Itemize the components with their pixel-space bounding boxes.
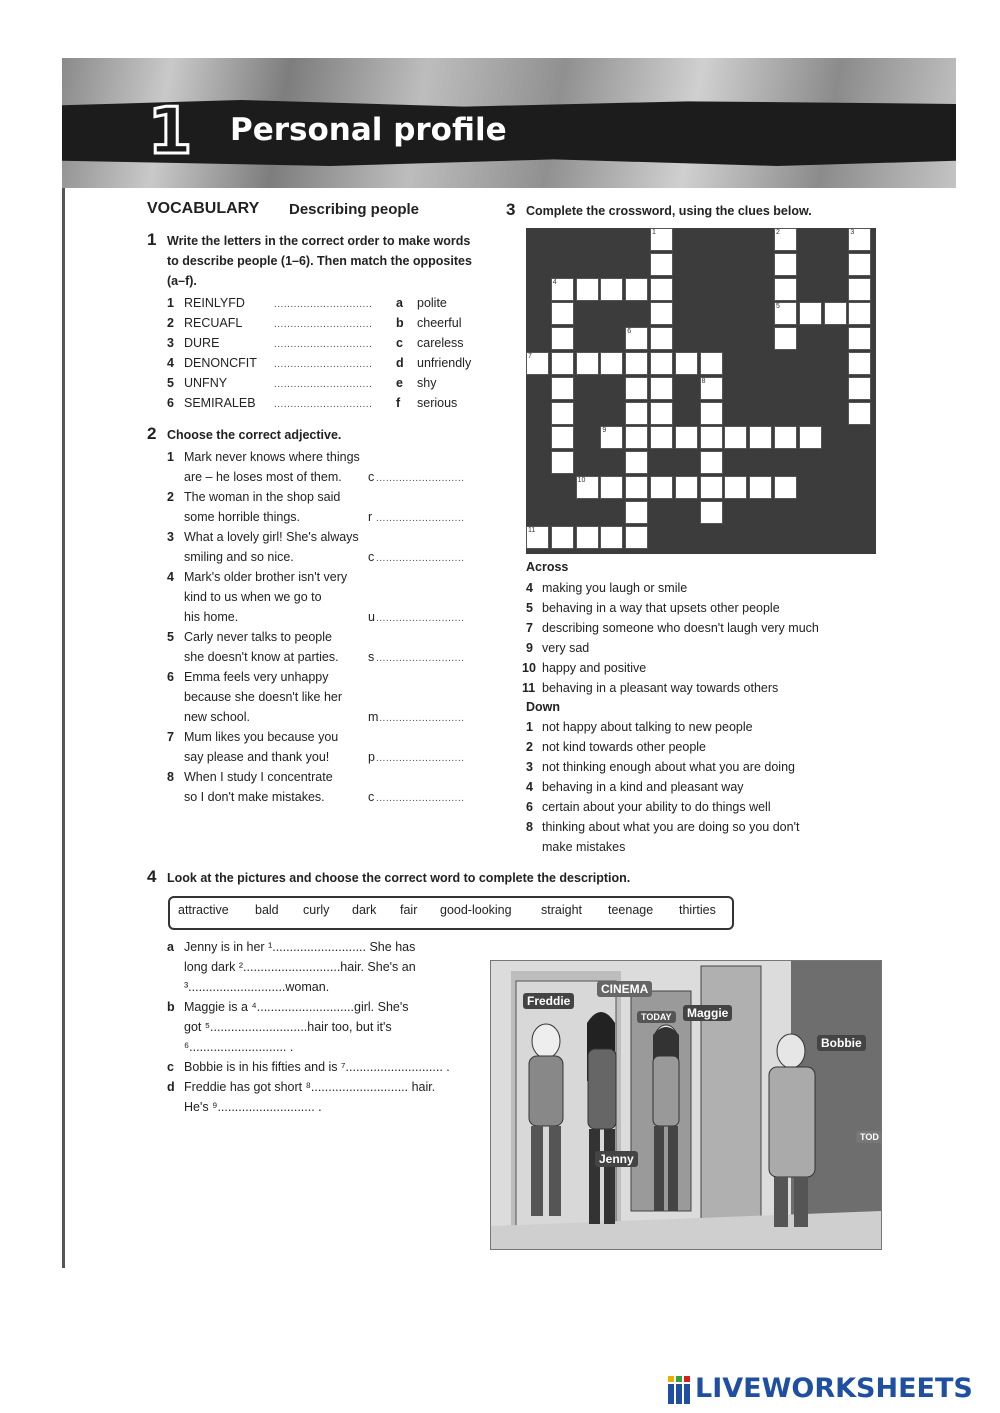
crossword-cell[interactable] xyxy=(650,377,673,400)
crossword-cell[interactable] xyxy=(551,451,574,474)
ex4-description-line: got ⁵............................hair too, but it's xyxy=(184,1020,392,1034)
across-clue-text: making you laugh or smile xyxy=(542,581,688,595)
crossword-cell[interactable] xyxy=(551,377,574,400)
crossword-cell[interactable] xyxy=(700,426,723,449)
ex1-item-number: 4 xyxy=(167,356,174,370)
word-box-option: bald xyxy=(255,903,279,917)
ex1-answer-blank[interactable]: .............................. xyxy=(274,299,373,310)
ex2-item-number: 7 xyxy=(167,730,174,744)
ex2-hint-letter: p xyxy=(368,750,375,764)
ex1-item-number: 6 xyxy=(167,396,174,410)
unit-title: Personal profile xyxy=(230,112,507,148)
crossword-cell[interactable] xyxy=(625,402,648,425)
crossword-cell[interactable] xyxy=(848,327,871,350)
ex2-line: The woman in the shop said xyxy=(184,490,341,504)
liveworksheets-logo-icon xyxy=(668,1376,690,1404)
crossword-clue-number: 10 xyxy=(577,477,586,484)
ex1-item-number: 2 xyxy=(167,316,174,330)
ex2-line: What a lovely girl! She's always xyxy=(184,530,359,544)
word-box-option: good-looking xyxy=(440,903,512,917)
ex2-answer-blank[interactable]: ........................... xyxy=(376,473,465,484)
crossword-cell[interactable] xyxy=(551,327,574,350)
down-clue-text: thinking about what you are doing so you don't xyxy=(542,820,800,834)
crossword-clue-number: 1 xyxy=(652,229,656,236)
crossword-cell[interactable] xyxy=(774,476,797,499)
crossword-cell[interactable] xyxy=(551,426,574,449)
down-clue-text: not happy about talking to new people xyxy=(542,720,753,734)
crossword-cell[interactable] xyxy=(625,377,648,400)
crossword-cell[interactable] xyxy=(824,302,847,325)
crossword-cell[interactable] xyxy=(650,476,673,499)
word-box-option: thirties xyxy=(679,903,716,917)
crossword-cell[interactable] xyxy=(774,327,797,350)
crossword-cell[interactable] xyxy=(675,476,698,499)
crossword-cell[interactable] xyxy=(650,278,673,301)
ex2-line: Carly never talks to people xyxy=(184,630,332,644)
label-freddie: Freddie xyxy=(523,993,574,1009)
ex1-opposite-word: shy xyxy=(417,376,437,390)
ex1-scrambled-word: RECUAFL xyxy=(184,316,243,330)
ex1-opposite-letter: e xyxy=(396,376,403,390)
ex1-opposite-letter: b xyxy=(396,316,404,330)
ex2-item-number: 3 xyxy=(167,530,174,544)
ex2-item-number: 5 xyxy=(167,630,174,644)
ex2-line: smiling and so nice. xyxy=(184,550,294,564)
ex2-line: some horrible things. xyxy=(184,510,301,524)
down-clue-number: 4 xyxy=(526,780,533,794)
ex1-scrambled-word: REINLYFD xyxy=(184,296,245,310)
ex1-answer-blank[interactable]: .............................. xyxy=(274,319,373,330)
label-today: TODAY xyxy=(637,1011,676,1023)
down-heading: Down xyxy=(526,700,561,714)
crossword-cell[interactable] xyxy=(848,302,871,325)
cinema-illustration xyxy=(490,960,882,1250)
crossword-cell[interactable] xyxy=(700,501,723,524)
across-clue-text: describing someone who doesn't laugh very much xyxy=(542,621,819,635)
ex2-line: say please and thank you! xyxy=(184,750,330,764)
crossword-cell[interactable] xyxy=(576,278,599,301)
ex2-line: new school. xyxy=(184,710,251,724)
unit-number: 1 xyxy=(147,95,193,169)
exercise-4-number: 4 xyxy=(147,867,157,886)
ex4-description-line: long dark ²............................hair. She's an xyxy=(184,960,416,974)
crossword-clue-number: 6 xyxy=(627,328,632,336)
exercise-4-instruction: Look at the pictures and choose the correct word to complete the description. xyxy=(167,871,631,885)
ex2-item-number: 4 xyxy=(167,570,174,584)
crossword-cell[interactable] xyxy=(625,278,648,301)
crossword-cell[interactable] xyxy=(848,352,871,375)
crossword-clue-number: 7 xyxy=(528,353,532,360)
ex2-hint-letter: s xyxy=(368,650,375,664)
crossword-cell[interactable] xyxy=(600,476,623,499)
down-clue-number: 6 xyxy=(526,800,533,814)
ex4-description-line: ³............................woman. xyxy=(184,980,330,994)
ex1-opposite-letter: a xyxy=(396,296,403,310)
crossword-cell[interactable] xyxy=(551,402,574,425)
ex4-description-line: Bobbie is in his fifties and is ⁷............................ . xyxy=(184,1060,450,1074)
ex4-item-letter: c xyxy=(167,1060,174,1074)
across-clue-number: 5 xyxy=(526,601,533,615)
crossword-cell[interactable] xyxy=(848,253,871,276)
ex2-item-number: 6 xyxy=(167,670,174,684)
ex2-line: she doesn't know at parties. xyxy=(184,650,339,664)
word-box-option: dark xyxy=(352,903,377,917)
label-jenny: Jenny xyxy=(595,1151,638,1167)
crossword-cell[interactable] xyxy=(724,476,747,499)
ex2-answer-blank[interactable]: ........................... xyxy=(376,713,465,724)
ex1-scrambled-word: SEMIRALEB xyxy=(184,396,256,410)
exercise-3-number: 3 xyxy=(506,200,516,219)
crossword-clue-number: 2 xyxy=(776,229,780,236)
ex2-hint-letter: c xyxy=(368,790,375,804)
down-clue-text: not kind towards other people xyxy=(542,740,706,754)
across-clue-number: 7 xyxy=(526,621,533,635)
crossword-cell[interactable] xyxy=(576,352,599,375)
crossword-cell[interactable] xyxy=(799,302,822,325)
ex1-opposite-letter: c xyxy=(396,336,403,350)
ex2-line: Mark's older brother isn't very xyxy=(184,570,348,584)
section-title: VOCABULARY xyxy=(147,200,260,217)
section-subtitle: Describing people xyxy=(289,201,420,218)
word-box-option: fair xyxy=(400,903,418,917)
down-clue-8-continued: make mistakes xyxy=(542,840,626,854)
ex1-opposite-letter: f xyxy=(396,396,401,410)
crossword-cell[interactable] xyxy=(774,253,797,276)
ex4-item-letter: b xyxy=(167,1000,175,1014)
ex2-line: kind to us when we go to xyxy=(184,590,322,604)
crossword-cell[interactable] xyxy=(650,302,673,325)
ex4-description-line: He's ⁹............................ . xyxy=(184,1100,322,1114)
label-cinema-sign: CINEMA xyxy=(597,981,652,997)
crossword-clue-number: 9 xyxy=(602,427,607,435)
ex2-hint-letter: c xyxy=(368,550,375,564)
crossword-cell[interactable] xyxy=(650,426,673,449)
crossword-cell[interactable] xyxy=(700,476,723,499)
ex4-item-letter: a xyxy=(167,940,174,954)
ex2-line: Emma feels very unhappy xyxy=(184,670,329,684)
label-tod: TOD xyxy=(856,1131,882,1143)
crossword-cell[interactable] xyxy=(700,451,723,474)
crossword-cell[interactable] xyxy=(650,352,673,375)
ex1-opposite-word: serious xyxy=(417,396,458,410)
ex4-description-line: Maggie is a ⁴............................girl. She's xyxy=(184,1000,409,1014)
crossword-clue-number: 5 xyxy=(776,303,780,311)
ex2-line: his home. xyxy=(184,610,239,624)
across-clue-number: 9 xyxy=(526,641,533,655)
down-clue-text: not thinking enough about what you are doing xyxy=(542,760,795,774)
crossword-cell[interactable] xyxy=(848,377,871,400)
crossword-cell[interactable] xyxy=(724,426,747,449)
crossword-cell[interactable] xyxy=(600,352,623,375)
crossword-cell[interactable] xyxy=(625,352,648,375)
ex2-hint-letter: c xyxy=(368,470,375,484)
ex2-line: Mark never knows where things xyxy=(184,450,360,464)
across-clue-text: behaving in a way that upsets other people xyxy=(542,601,780,615)
crossword-cell[interactable] xyxy=(625,526,648,549)
down-clue-number: 3 xyxy=(526,760,533,774)
ex1-opposite-word: cheerful xyxy=(417,316,462,330)
crossword-cell[interactable] xyxy=(675,352,698,375)
crossword-cell[interactable] xyxy=(799,426,822,449)
exercise-2-number: 2 xyxy=(147,424,157,443)
label-maggie: Maggie xyxy=(683,1005,732,1021)
ex2-line: When I study I concentrate xyxy=(184,770,333,784)
label-bobbie: Bobbie xyxy=(817,1035,866,1051)
across-clue-number: 11 xyxy=(522,681,536,695)
crossword-clue-number: 3 xyxy=(850,229,855,236)
ex1-opposite-word: careless xyxy=(417,336,464,350)
down-clue-number: 8 xyxy=(526,820,533,834)
crossword-cell[interactable] xyxy=(600,278,623,301)
across-clue-number: 10 xyxy=(522,661,536,675)
down-clue-number: 2 xyxy=(526,740,533,754)
across-clue-number: 4 xyxy=(526,581,533,595)
crossword-cell[interactable] xyxy=(625,501,648,524)
crossword-cell[interactable] xyxy=(848,402,871,425)
crossword-cell[interactable] xyxy=(650,402,673,425)
crossword-cell[interactable] xyxy=(551,526,574,549)
ex2-item-number: 8 xyxy=(167,770,174,784)
ex2-item-number: 1 xyxy=(167,450,174,464)
crossword-cell[interactable] xyxy=(576,526,599,549)
crossword-cell[interactable] xyxy=(551,302,574,325)
word-box-option: straight xyxy=(541,903,582,917)
crossword-cell[interactable] xyxy=(774,426,797,449)
across-heading: Across xyxy=(526,560,569,574)
ex1-answer-blank[interactable]: .............................. xyxy=(274,359,373,370)
across-clue-text: happy and positive xyxy=(542,661,647,675)
ex1-item-number: 3 xyxy=(167,336,174,350)
ex2-item-number: 2 xyxy=(167,490,174,504)
ex1-answer-blank[interactable]: .............................. xyxy=(274,399,373,410)
liveworksheets-logo: LIVEWORKSHEETS xyxy=(695,1373,973,1404)
ex2-line: because she doesn't like her xyxy=(184,690,343,704)
down-clue-text: behaving in a kind and pleasant way xyxy=(542,780,744,794)
crossword-cell[interactable] xyxy=(625,476,648,499)
down-clue-text: certain about your ability to do things well xyxy=(542,800,771,814)
crossword-cell[interactable] xyxy=(848,278,871,301)
ex2-hint-letter: u xyxy=(368,610,375,624)
across-clue-text: very sad xyxy=(542,641,590,655)
ex2-answer-blank[interactable]: ........................... xyxy=(376,753,465,764)
ex4-item-letter: d xyxy=(167,1080,175,1094)
exercise-1-instruction: Write the letters in the correct order to make words to describe people (1–6). Then match the opposites (a–f). xyxy=(167,234,472,288)
ex1-opposite-word: unfriendly xyxy=(417,356,472,370)
word-box-option: curly xyxy=(303,903,330,917)
ex2-line: Mum likes you because you xyxy=(184,730,339,744)
ex4-description-line: ⁶............................ . xyxy=(184,1040,294,1054)
ex2-answer-blank[interactable]: ........................... xyxy=(376,793,465,804)
crossword-clue-number: 8 xyxy=(701,377,706,385)
crossword-cell[interactable] xyxy=(551,352,574,375)
across-clue-text: behaving in a pleasant way towards others xyxy=(542,681,779,695)
ex1-scrambled-word: UNFNY xyxy=(184,376,228,390)
crossword-clue-number: 11 xyxy=(528,526,536,534)
ex2-line: so I don't make mistakes. xyxy=(184,790,325,804)
crossword-cell[interactable] xyxy=(774,278,797,301)
ex1-opposite-word: polite xyxy=(417,296,447,310)
ex1-scrambled-word: DURE xyxy=(184,336,220,350)
ex2-answer-blank[interactable]: ........................... xyxy=(376,613,465,624)
exercise-3-instruction: Complete the crossword, using the clues below. xyxy=(526,204,812,218)
exercise-2-instruction: Choose the correct adjective. xyxy=(167,428,342,442)
word-box-option: teenage xyxy=(608,903,654,917)
crossword-cell[interactable] xyxy=(650,253,673,276)
ex2-answer-blank[interactable]: ........................... xyxy=(376,513,465,524)
crossword-cell[interactable] xyxy=(625,426,648,449)
ex1-answer-blank[interactable]: .............................. xyxy=(274,339,373,350)
ex1-item-number: 1 xyxy=(167,296,174,310)
crossword-clue-number: 4 xyxy=(552,278,557,286)
ex1-opposite-letter: d xyxy=(396,356,404,370)
exercise-1-number: 1 xyxy=(147,230,157,249)
crossword-cell[interactable] xyxy=(675,426,698,449)
ex1-item-number: 5 xyxy=(167,376,174,390)
ex1-answer-blank[interactable]: .............................. xyxy=(274,379,373,390)
ex4-description-line: Jenny is in her ¹........................... She has xyxy=(184,940,416,954)
down-clue-number: 1 xyxy=(526,720,533,734)
ex2-answer-blank[interactable]: ........................... xyxy=(376,553,465,564)
ex1-scrambled-word: DENONCFIT xyxy=(184,356,257,370)
word-box-option: attractive xyxy=(178,903,229,917)
ex4-description-line: Freddie has got short ⁸............................ hair. xyxy=(184,1080,436,1094)
crossword-cell[interactable] xyxy=(600,526,623,549)
crossword-cell[interactable] xyxy=(749,476,772,499)
ex2-line: are – he loses most of them. xyxy=(184,470,342,484)
crossword-cell[interactable] xyxy=(749,426,772,449)
ex2-answer-blank[interactable]: ........................... xyxy=(376,653,465,664)
crossword-cell[interactable] xyxy=(700,352,723,375)
crossword-cell[interactable] xyxy=(650,327,673,350)
ex2-hint-letter: m xyxy=(368,710,379,724)
crossword-cell[interactable] xyxy=(700,402,723,425)
crossword-cell[interactable] xyxy=(625,451,648,474)
ex2-hint-letter: r xyxy=(368,510,373,524)
